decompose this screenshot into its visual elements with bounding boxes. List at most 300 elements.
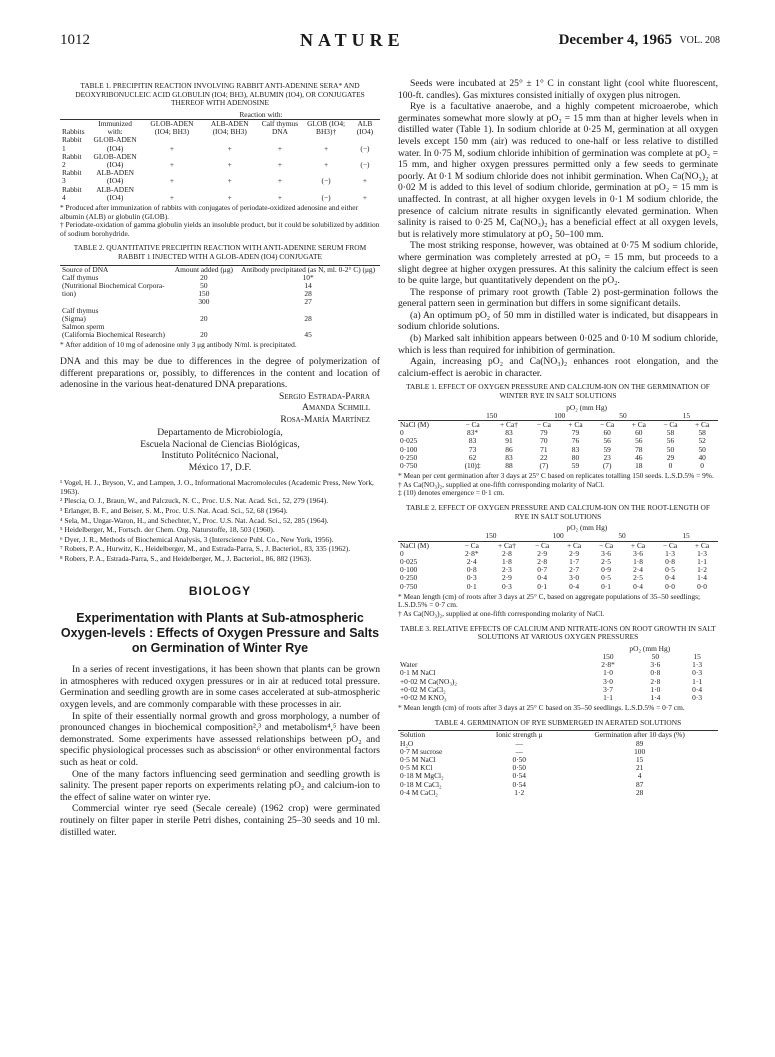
rtable3-cell: 1·4 — [650, 693, 661, 703]
table1 — [60, 111, 380, 202]
rtable1-cell: (7) — [539, 461, 549, 471]
rtable2-subhead: + Ca — [622, 541, 654, 550]
table1-cell: + — [169, 160, 175, 169]
table2-cell: (California Biochemical Research) — [62, 330, 166, 340]
table2-cell: (Nutritional Biochemical Corpora- — [62, 280, 165, 290]
rtable2-cell: 3·6 — [633, 548, 643, 558]
rtable4-cell: 87 — [635, 779, 644, 789]
rtable2-cell: 0·8 — [665, 557, 675, 567]
rtable3-cell: 1·1 — [692, 676, 703, 686]
rtable1-cell: 0·025 — [400, 436, 418, 446]
address-line: Instituto Politécnico Nacional, — [161, 450, 279, 462]
table2-cell: 45 — [304, 330, 312, 340]
right-paragraph: Again, increasing pO₂ and Ca(NO₃)₂ enhances root elongation, and the calcium-effect is aerobic in character. — [398, 356, 718, 379]
table1-cell: + — [169, 143, 175, 153]
rtable2-footnote: † As Ca(NO₃)₂, supplied at one-fifth corresponding molarity of NaCl. — [398, 609, 605, 619]
table2-cell: Salmon sperm — [62, 322, 105, 331]
table2-caption: TABLE 2. QUANTITATIVE PRECIPITIN REACTION WITH ANTI-ADENINE SERUM FROM RABBIT 1 INJECTED WITH A GLOB-ADEN (IO4) CONJUGATE — [73, 243, 367, 261]
article-paragraph: One of the many factors influencing seed germination and seedling growth is salinity. The present paper reports on experiments relating pO₂ and calcium-ion to the effect of saline water on winter rye. — [60, 768, 380, 803]
rtable2-subhead: − Ca — [590, 541, 622, 550]
rtable2-cell: 2·9 — [502, 573, 512, 583]
rtable1-cell: 18 — [635, 461, 643, 471]
rtable4-row — [398, 756, 718, 764]
rtable2-cell: 2·4 — [633, 565, 643, 575]
rtable1-cell: 40 — [698, 452, 706, 462]
left-paragraph: DNA and this may be due to differences in the degree of polymerization of different preparations or, possibly, to differences in the content and location of adenosine in the various heat-denatured DNA preparations. — [60, 356, 380, 391]
table1-cell: + — [277, 176, 283, 186]
table2-header: Antibody precipitated (as N, ml. 0-2° C) (μg) — [236, 265, 380, 274]
table2-row — [60, 307, 380, 315]
references — [60, 479, 380, 563]
rtable2-cell: 0 — [400, 548, 404, 558]
right-paragraph: Seeds were incubated at 25° ± 1° C in constant light (cool white fluorescent, 100-ft. candles). Gas mixtures consisted initially of oxygen plus nitrogen. — [398, 78, 718, 101]
rtable3-po2-label: pO₂ (mm Hg) — [629, 643, 671, 653]
right-column — [398, 78, 718, 797]
rtable2-row — [398, 583, 718, 591]
rtable2-cell: 0·0 — [665, 581, 675, 591]
rtable3-row — [398, 678, 718, 686]
rtable1-cell: 59 — [571, 461, 580, 471]
rtable2-caption: TABLE 2. EFFECT OF OXYGEN PRESSURE AND CALCIUM-ION ON THE ROOT-LENGTH OF RYE IN SALT SOLUTIONS — [406, 503, 710, 521]
rtable2-cell: 2·3 — [502, 565, 512, 575]
rtable2-cell: 2·8* — [464, 548, 479, 558]
author-name: Amanda Schmill — [302, 402, 370, 414]
table1-cell: + — [324, 143, 329, 153]
reference: ¹ Vogel, H. J., Bryson, V., and Lampen, J. O., Informational Macromolecules (Academic Press, New York, 1963). — [60, 478, 374, 496]
table2-cell: Calf thymus — [62, 272, 99, 282]
rtable2-cell: 2·5 — [633, 573, 643, 583]
rtable2-cell: 2·5 — [601, 557, 611, 567]
rtable4-row — [398, 740, 718, 748]
table1-header: GLOB (IO4; BH3)† — [302, 119, 349, 136]
rtable2-cell: 1·8 — [502, 557, 512, 567]
address — [60, 427, 380, 473]
rtable1-subhead: − Ca — [655, 421, 687, 430]
rtable2-cell: 0·250 — [400, 573, 418, 583]
rtable2-po2-label: pO₂ (mm Hg) — [566, 523, 608, 533]
rtable1-subhead: − Ca — [528, 421, 560, 430]
rtable1-cell: 91 — [505, 436, 513, 446]
rtable2-subhead: + Ca† — [488, 541, 526, 550]
rtable2-cell: 1·4 — [697, 573, 707, 583]
rtable4-cell: 0·18 M CaCl₂ — [400, 779, 442, 789]
rtable3-cell: 1·3 — [692, 660, 703, 670]
rtable4-cell: 0·54 — [512, 771, 526, 781]
right-paragraph: (b) Marked salt inhibition appears between 0·025 and 0·10 M sodium chloride, which is less than required for inhibition of germination. — [398, 333, 718, 356]
rtable1-cell: 62 — [468, 452, 477, 462]
rtable3-cell: 1·0 — [603, 668, 613, 678]
rtable4-cell: 0·4 M CaCl₂ — [400, 787, 438, 797]
table1-footnote: † Periodate-oxidation of gamma globulin yields an insoluble product, but it could be solubilized by addition of sodium borohydride. — [60, 220, 380, 238]
po2-level: 50 — [651, 652, 660, 662]
rtable3-levels-row — [398, 653, 718, 661]
rtable2-cell: 0·1 — [466, 581, 477, 591]
rtable2-cell: 0·5 — [601, 573, 611, 583]
rtable1-cell: 83 — [571, 444, 580, 454]
rtable2-cell: 0·8 — [466, 565, 477, 575]
level-spacer — [398, 532, 456, 541]
table2-cell: 28 — [304, 289, 312, 299]
rtable3-row — [398, 661, 718, 669]
rtable3-body — [398, 661, 718, 702]
rtable4-row — [398, 772, 718, 780]
rtable1-cell: 83* — [467, 428, 479, 438]
rtable1-cell: 0 — [400, 428, 404, 438]
rtable2-cell: 1·3 — [697, 548, 707, 558]
table1-reaction-with: Reaction with: — [239, 109, 283, 119]
rtable4-row — [398, 748, 718, 756]
rtable4-cell: 1·2 — [514, 787, 525, 797]
rtable3-cell: 2·8* — [601, 660, 615, 670]
table1-header: ALB-ADEN (IO4; BH3) — [202, 119, 258, 136]
table2-row — [60, 315, 380, 323]
right-paragraph: The most striking response, however, was obtained at 0·75 M sodium chloride, where germination was completely arrested at pO₂ = 15 mm, but proceeds to a slight degree at higher oxygen pressures. At this salinity the calcium effect is seen to be quite large, but quantitatively dependent on the pO₂. — [398, 240, 718, 287]
rtable1-po2-label: pO₂ (mm Hg) — [566, 402, 607, 412]
table1-row — [60, 136, 380, 152]
rtable4-cell: 89 — [635, 738, 644, 748]
author-name: Sergio Estrada-Parra — [279, 390, 370, 402]
rtable4-header: Germination after 10 days (%) — [561, 731, 718, 740]
rtable3-cell: 0·3 — [692, 693, 703, 703]
rtable2-subhead: − Ca — [456, 541, 488, 550]
rtable3-caption: TABLE 3. RELATIVE EFFECTS OF CALCIUM AND NITRATE-IONS ON ROOT GROWTH IN SALT SOLUTIONS AT VARIOUS OXYGEN PRESSURES — [400, 623, 716, 642]
rtable1-footnote: ‡ (10) denotes emergence = 0·1 cm. — [398, 488, 505, 498]
rtable3-cell: 0·4 — [692, 684, 703, 694]
table1-cell: ALB-ADEN (IO4) — [96, 168, 134, 186]
rtable1-cell: 56 — [666, 436, 675, 446]
table1-cell: + — [169, 176, 175, 186]
table1-header: ALB (IO4) — [350, 119, 380, 136]
rtable1-cell: 80 — [571, 452, 580, 462]
rtable1-cell: (7) — [602, 461, 612, 471]
rtable2-cell: 0·4 — [569, 581, 580, 591]
rtable2-cell: 0·9 — [601, 565, 611, 575]
table1-cell: Rabbit 4 — [62, 184, 82, 202]
rtable2-cell: 0·5 — [665, 565, 675, 575]
table1-cell: Rabbit 3 — [62, 168, 82, 186]
rtable1-subhead: − Ca — [591, 421, 623, 430]
rtable2-cell: 0·4 — [633, 581, 643, 591]
reference: ⁴ Sela, M., Ungar-Waron, H., and Schechter, Y., Proc. U.S. Nat. Acad. Sci., 52, 285 (1964). — [60, 515, 329, 525]
rtable1-footnote: † As Ca(NO₃)₂, supplied at one-fifth corresponding molarity of NaCl. — [398, 479, 605, 489]
address-line: Departamento de Microbiología, — [157, 427, 283, 439]
rtable4-cell: — — [515, 738, 523, 748]
reference: ² Plescia, O. J., Braun, W., and Palczuck, N. C., Proc. U.S. Nat. Acad. Sci., 52, 279 (1964). — [60, 496, 329, 506]
rtable2-subhead: + Ca — [558, 541, 590, 550]
article-body — [60, 664, 380, 838]
journal-name: NATURE — [300, 30, 405, 50]
rtable3-cell: 0·3 — [692, 668, 703, 678]
rtable4-cell: 21 — [635, 763, 644, 773]
rtable1-cell: 0·750 — [400, 461, 418, 471]
rtable1-footnote: * Mean per cent germination after 3 days at 25° C based on replicates totalling 150 seeds. L.S.D.5% = 9%. — [398, 471, 714, 481]
rtable3 — [398, 645, 718, 702]
rtable1-cell: 46 — [635, 452, 643, 462]
table2-cell: 20 — [200, 330, 208, 340]
table2-cell: 14 — [304, 280, 312, 290]
rtable2 — [398, 524, 718, 591]
table2-cell: Calf thymus — [62, 305, 99, 315]
section-heading: BIOLOGY — [188, 583, 252, 598]
issue-date: December 4, 1965 — [558, 32, 672, 48]
rtable4-header-row — [398, 731, 718, 740]
page-header — [60, 30, 720, 56]
table2-row — [60, 331, 380, 339]
rtable4-body — [398, 740, 718, 797]
rtable3-cell: +0·02 M CaCl₂ — [400, 684, 446, 694]
po2-level: 100 — [554, 410, 566, 420]
table2-row — [60, 298, 380, 306]
rtable1-cell: 0 — [668, 461, 673, 471]
rtable1-cell: 58 — [666, 428, 675, 438]
rtable2-cell: 2·4 — [466, 557, 477, 567]
rtable4-cell: 0·54 — [512, 779, 526, 789]
authors — [60, 391, 370, 426]
rtable1-cell: 23 — [603, 452, 611, 462]
rtable2-cell: 0·4 — [537, 573, 548, 583]
table1-cell: + — [277, 192, 283, 202]
rtable1-cell: (10)‡ — [464, 461, 481, 471]
rtable4-row — [398, 789, 718, 797]
rtable2-cell: 1·8 — [633, 557, 643, 567]
rtable2-cell: 0·3 — [502, 581, 512, 591]
table1-cell: ALB-ADEN (IO4) — [96, 184, 134, 202]
table1-row — [60, 153, 380, 169]
table2-row — [60, 282, 380, 290]
table1-header: Immunized with: — [88, 119, 142, 136]
rtable2-subhead: − Ca — [654, 541, 686, 550]
rtable2-cell: 2·8 — [537, 557, 548, 567]
table2-body — [60, 274, 380, 340]
rtable1-cell: 58 — [698, 428, 706, 438]
table1-header: Calf thymus DNA — [258, 119, 303, 136]
address-line: México 17, D.F. — [188, 461, 252, 473]
rtable4-cell: 0·50 — [512, 763, 526, 773]
table2-cell: 27 — [304, 297, 312, 307]
rtable2-subhead: − Ca — [526, 541, 558, 550]
rtable4-caption: TABLE 4. GERMINATION OF RYE SUBMERGED IN AERATED SOLUTIONS — [434, 717, 682, 727]
table1-row — [60, 186, 380, 202]
po2-level: 50 — [618, 531, 626, 541]
rtable1-cell: 86 — [505, 444, 513, 454]
rtable1-cell: 0 — [700, 461, 704, 471]
rtable4-cell: 4 — [637, 771, 642, 781]
left-column — [60, 78, 380, 838]
table1-cell: + — [324, 160, 329, 169]
rtable4 — [398, 730, 718, 797]
po2-level: 50 — [619, 410, 627, 420]
table2-header: Amount added (μg) — [171, 265, 236, 274]
reference: ⁵ Heidelberger, M., Fortsch. der Chem. Org. Naturstoffe, 18, 503 (1960). — [60, 525, 275, 535]
rtable2-cell: 0·0 — [697, 581, 707, 591]
table2-cell: 50 — [200, 280, 208, 290]
rtable4-cell: 100 — [634, 746, 646, 756]
reference: ³ Erlanger, B. F., and Beiser, S. M., Proc. U.S. Nat. Acad. Sci., 52, 68 (1964). — [60, 506, 288, 516]
rtable4-cell: 0·50 — [512, 755, 526, 765]
rtable1-body — [398, 429, 718, 470]
rtable2-cell: 1·1 — [697, 557, 707, 567]
po2-level: 15 — [682, 410, 691, 420]
rtable1-cell: 50 — [666, 444, 675, 454]
rtable2-cell: 0·7 — [537, 565, 548, 575]
table2-header: Source of DNA — [60, 265, 171, 274]
rtable2-footnote: * Mean length (cm) of roots after 3 days at 25° C, based on aggregate populations of 35–50 seedlings; L.S.D.5% = 0·7 cm. — [398, 591, 700, 610]
table1-cell: (−) — [321, 192, 331, 202]
rtable4-cell: 0·5 M NaCl — [400, 755, 436, 765]
table1-cell: + — [277, 160, 283, 169]
rtable4-header: Solution — [398, 731, 477, 740]
rtable1-cell: 79 — [571, 428, 580, 438]
table1-header-row — [60, 119, 380, 136]
table1-cell: (−) — [321, 176, 331, 186]
rtable1-cell: 83 — [468, 436, 477, 446]
address-line: Escuela Nacional de Ciencias Biológicas, — [140, 438, 300, 450]
left-body — [60, 356, 380, 391]
rtable1 — [398, 404, 718, 471]
rtable1-cell: 73 — [468, 444, 477, 454]
rtable2-cell: 0·750 — [400, 581, 418, 591]
right-paragraph: (a) An optimum pO₂ of 50 mm in distilled water is indicated, but disappears in sodium chloride solutions. — [398, 309, 718, 333]
right-paragraph: The response of primary root growth (Table 2) post-germination follows the general pattern seen in germination but differs in some significant details. — [398, 286, 718, 310]
table1-cell: + — [362, 176, 367, 186]
rtable3-cell: +0·02 M KNO₃ — [400, 693, 447, 703]
po2-level: 15 — [682, 531, 690, 541]
table2-cell: 20 — [200, 313, 208, 323]
author-name: Rosa-María Martínez — [280, 413, 370, 425]
rtable3-footnote: * Mean length (cm) of roots after 3 days at 25° C based on 35–50 seedlings. L.S.D.5% = 0·7 cm. — [398, 703, 685, 713]
rtable1-cell: 60 — [603, 428, 611, 438]
rtable1-cell: 88 — [505, 461, 513, 471]
rtable2-cell: 2·7 — [569, 565, 580, 575]
table1-header: GLOB-ADEN (IO4; BH3) — [142, 119, 202, 136]
rtable2-cell: 1·3 — [665, 548, 675, 558]
table2-cell: 10* — [302, 272, 314, 282]
rtable3-cell: 2·8 — [650, 676, 661, 686]
rtable1-subhead: + Ca — [686, 421, 718, 430]
table2-cell: 28 — [304, 313, 312, 323]
table1-cell: (−) — [360, 160, 370, 169]
rtable4-cell: 0·7 M sucrose — [400, 746, 443, 756]
table1-footnote: * Produced after immunization of rabbits with conjugates of periodate-oxidized adenosine and either albumin (ALB) or globulin (GLOB). — [60, 203, 358, 221]
po2-level: 15 — [693, 652, 701, 662]
table1-cell: + — [227, 176, 232, 186]
rtable2-cell: 3·6 — [601, 548, 611, 558]
rtable1-cell: 0·250 — [400, 452, 418, 462]
right-paragraph: Rye is a facultative anaerobe, and a highly competent microaerobe, which germinates somewhat more slowly at pO₂ = 15 mm than at higher levels when in distilled water (Table 1). In sodium chloride at 0·25 M, germination at all oxygen levels except 150 mm (air) was reduced to one-half or less relative to distilled water. In 0·75 M, sodium chloride inhibition of germination was complete at pO₂ = 15 mm, and higher oxygen pressures permitted only a few seeds to germinate poorly. At 0·1 M sodium chloride does not inhibit germination. When Ca(NO₃)₂ at 0·02 M is added to this level of sodium chloride, germination at pO₂ = 15 mm is unaffected. In contrast, at all higher oxygen levels in 0·1 M sodium chloride, the presence of calcium nitrate results in significantly elevated germination. When salinity is raised to 0·25 M, Ca(NO₃)₂ has a beneficial effect at all oxygen levels, but is relatively more stimulatory at pO₂ 50–100 mm. — [398, 101, 718, 240]
rtable1-cell: 56 — [603, 436, 611, 446]
rtable4-cell: H₂O — [400, 738, 414, 748]
rtable2-cell: 3·0 — [569, 573, 580, 583]
table2-cell: 300 — [198, 297, 210, 307]
rtable3-cell: Water — [400, 660, 418, 670]
rtable1-cell: 29 — [666, 452, 675, 462]
table2-header-row — [60, 265, 380, 274]
rtable2-cell: 0·1 — [537, 581, 548, 591]
rtable3-cell: 3·6 — [650, 660, 661, 670]
reference: ⁶ Dyer, J. R., Methods of Biochemical Analysis, 3 (Interscience Publ. Co., New York, 1956). — [60, 534, 334, 544]
rtable1-cell: 76 — [571, 436, 580, 446]
rtable1-subhead: + Ca† — [490, 421, 528, 430]
rtable1-subhead: + Ca — [623, 421, 655, 430]
rtable2-cell: 1·2 — [697, 565, 707, 575]
rtable4-row — [398, 781, 718, 789]
table1-cell: + — [362, 192, 367, 202]
table1-cell: (−) — [360, 143, 370, 153]
table2-cell: 150 — [198, 289, 210, 299]
rtable1-caption: TABLE 1. EFFECT OF OXYGEN PRESSURE AND CALCIUM-ION ON THE GERMINATION OF WINTER RYE IN SALT SOLUTIONS — [406, 382, 710, 401]
rtable2-cell: 0·100 — [400, 565, 418, 575]
rtable3-cell: 0·1 M NaCl — [400, 668, 436, 678]
rtable1-subhead: + Ca — [560, 421, 592, 430]
table1-cell: + — [227, 160, 232, 169]
rtable4-cell: 15 — [635, 755, 644, 765]
rtable2-footnotes — [398, 593, 718, 619]
rtable2-levels-row — [398, 532, 718, 541]
rtable2-cell: 2·8 — [502, 548, 512, 558]
table2-cell: tion) — [62, 289, 76, 299]
reference: ⁷ Robers, P. A., Hurwitz, K., Heidelberger, M., and Estrada-Parra, S., J. Bacteriol., 83, 335 (1962). — [60, 544, 351, 554]
article-paragraph: In a series of recent investigations, it has been shown that plants can be grown in atmospheres with reduced oxygen pressures or in air at reduced total pressure. Germination and seedling growth are in some cases accelerated at sub-atmospheric oxygen levels, and are commonly comparable with these processes in air. — [60, 664, 380, 710]
rtable1-cell: 0·100 — [400, 444, 418, 454]
rtable2-subhead: NaCl (M) — [398, 541, 456, 550]
rtable1-cell: 79 — [540, 428, 548, 438]
rtable4-cell: 0·18 M MgCl₂ — [400, 771, 444, 781]
table1-caption: TABLE 1. PRECIPITIN REACTION INVOLVING RABBIT ANTI-ADENINE SERA* AND DEOXYRIBONUCLEIC ACID GLOBULIN (IO4; BH3), ALBUMIN (IO4), OR CONJUGATES THEREOF WITH ADENOSINE — [75, 81, 365, 108]
table2-footnote: * After addition of 10 mg of adenosine only 3 μg antibody N/ml. is precipitated. — [60, 340, 297, 350]
article-title: Experimentation with Plants at Sub-atmospheric Oxygen-levels : Effects of Oxygen Pressure and Salts on Germination of Winter Rye — [60, 611, 380, 656]
table1-cell: + — [227, 143, 232, 153]
rtable1-cell: 60 — [635, 428, 643, 438]
rtable3-cell: +0·02 M Ca(NO₃)₂ — [400, 676, 457, 686]
table2-cell: (Sigma) — [62, 313, 86, 323]
rtable3-cell: 1·1 — [603, 693, 613, 703]
rtable1-subhead: NaCl (M) — [398, 421, 455, 430]
table1-cell: Rabbit 2 — [62, 151, 82, 169]
po2-level: 100 — [552, 531, 564, 541]
table1-cell: + — [227, 192, 232, 202]
rtable3-cell: 1·0 — [650, 684, 661, 694]
rtable4-row — [398, 764, 718, 772]
table1-row — [60, 169, 380, 185]
article-paragraph: In spite of their essentially normal growth and gross morphology, a number of pronounced changes in biochemical composition²,³ and metabolism⁴,⁵ have been demonstrated. Some experiments have assessed relationships between pO₂ and specific physiological processes such as abscission⁶ or other environmental factors such as heat or cold. — [60, 710, 380, 768]
rtable3-row — [398, 694, 718, 702]
rtable1-cell: 52 — [698, 436, 706, 446]
rtable4-cell: — — [515, 746, 523, 756]
rtable2-cell: 0·4 — [665, 573, 675, 583]
table1-cell: + — [169, 192, 175, 202]
rtable2-cell: 0·3 — [466, 573, 477, 583]
volume: VOL. 208 — [679, 35, 720, 46]
table1-header: Rabbits — [60, 119, 88, 136]
rtable3-cell: 3·7 — [603, 684, 613, 694]
rtable4-cell: 0·5 M KCl — [400, 763, 433, 773]
rtable1-cell: 83 — [505, 452, 513, 462]
table1-cell: GLOB-ADEN (IO4) — [93, 151, 137, 169]
rtable2-cell: 2·9 — [569, 548, 580, 558]
rtable1-cell: 22 — [540, 452, 548, 462]
table1-body — [60, 136, 380, 202]
rtable3-cell: 0·8 — [650, 668, 661, 678]
level-spacer — [398, 653, 582, 661]
rtable1-subhead: − Ca — [455, 421, 490, 430]
table2 — [60, 265, 380, 340]
po2-level: 150 — [602, 652, 614, 662]
rtable1-footnotes — [398, 472, 718, 498]
table2-row — [60, 290, 380, 298]
page-number: 1012 — [60, 32, 90, 48]
rtable1-cell: 56 — [635, 436, 643, 446]
reference: ⁸ Robers, P. A., Estrada-Parra, S., and Heidelberger, M., J. Bacteriol., 86, 882 (1963). — [60, 554, 312, 564]
